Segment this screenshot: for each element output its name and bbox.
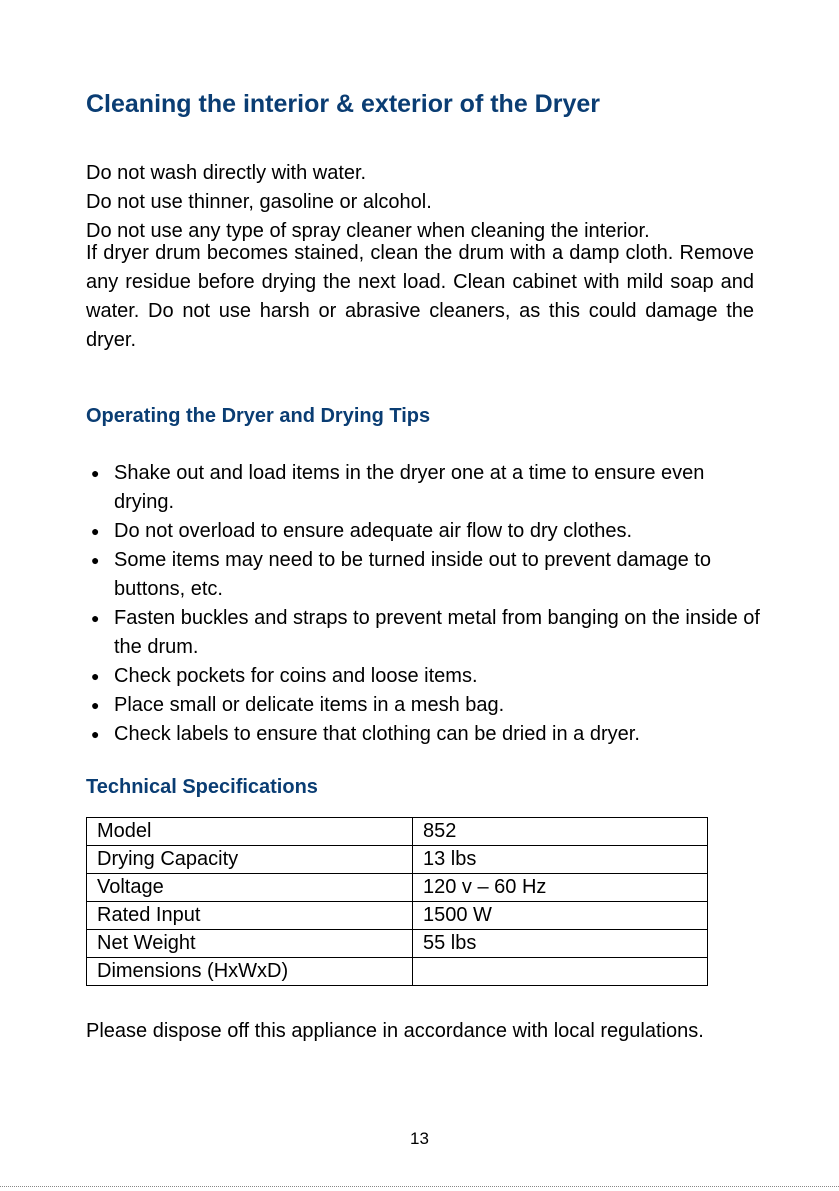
- bullet-icon: ●: [91, 465, 100, 481]
- spec-label: Model: [87, 818, 413, 846]
- cleaning-line: Do not use thinner, gasoline or alcohol.: [86, 191, 432, 213]
- page-title: Cleaning the interior & exterior of the Dryer: [86, 90, 600, 118]
- bullet-icon: ●: [91, 610, 100, 626]
- specs-table: [86, 817, 708, 986]
- list-item: [86, 691, 766, 720]
- tip-text: Check labels to ensure that clothing can be dried in a dryer.: [114, 723, 640, 745]
- bullet-icon: ●: [91, 668, 100, 684]
- tips-list: [86, 459, 766, 749]
- table-row: [87, 818, 708, 846]
- tip-text: Some items may need to be turned inside out to prevent damage to buttons, etc.: [114, 549, 712, 600]
- cleaning-line: Do not use any type of spray cleaner when cleaning the interior.: [86, 220, 650, 242]
- tip-text: Shake out and load items in the dryer one at a time to ensure even drying.: [114, 462, 705, 513]
- list-item: [86, 662, 766, 691]
- cleaning-paragraph: If dryer drum becomes stained, clean the drum with a damp cloth. Remove any residue before drying the next load. Clean cabinet with mild soap and water. Do not use harsh or abrasive cleaners, as this could damage the dryer.: [86, 242, 754, 351]
- tip-text: Check pockets for coins and loose items.: [114, 665, 478, 687]
- spec-value: 1500 W: [413, 902, 708, 930]
- page-bottom-divider: [0, 1186, 839, 1187]
- tip-text: Place small or delicate items in a mesh bag.: [114, 694, 505, 716]
- table-row: [87, 874, 708, 902]
- bullet-icon: ●: [91, 697, 100, 713]
- disposal-note: Please dispose off this appliance in accordance with local regulations.: [86, 1020, 704, 1042]
- table-row: [87, 902, 708, 930]
- spec-label: Dimensions (HxWxD): [87, 958, 413, 986]
- tips-heading: Operating the Dryer and Drying Tips: [86, 405, 431, 427]
- table-row: [87, 958, 708, 986]
- specs-heading: Technical Specifications: [86, 776, 318, 798]
- spec-label: Voltage: [87, 874, 413, 902]
- spec-label: Net Weight: [87, 930, 413, 958]
- list-item: [86, 459, 766, 517]
- spec-value: 852: [413, 818, 708, 846]
- spec-value: 120 v – 60 Hz: [413, 874, 708, 902]
- list-item: [86, 517, 766, 546]
- bullet-icon: ●: [91, 523, 100, 539]
- table-row: [87, 930, 708, 958]
- list-item: [86, 720, 766, 749]
- spec-label: Drying Capacity: [87, 846, 413, 874]
- list-item: [86, 604, 766, 662]
- spec-label: Rated Input: [87, 902, 413, 930]
- page-number: 13: [410, 1129, 429, 1148]
- tip-text: Do not overload to ensure adequate air flow to dry clothes.: [114, 520, 633, 542]
- table-row: [87, 846, 708, 874]
- tip-text: Fasten buckles and straps to prevent metal from banging on the inside of the drum.: [114, 607, 760, 658]
- list-item: [86, 546, 766, 604]
- cleaning-line: Do not wash directly with water.: [86, 162, 367, 184]
- spec-value: [413, 958, 708, 986]
- bullet-icon: ●: [91, 552, 100, 568]
- spec-value: 13 lbs: [413, 846, 708, 874]
- spec-value: 55 lbs: [413, 930, 708, 958]
- bullet-icon: ●: [91, 726, 100, 742]
- cleaning-instructions: [86, 159, 756, 246]
